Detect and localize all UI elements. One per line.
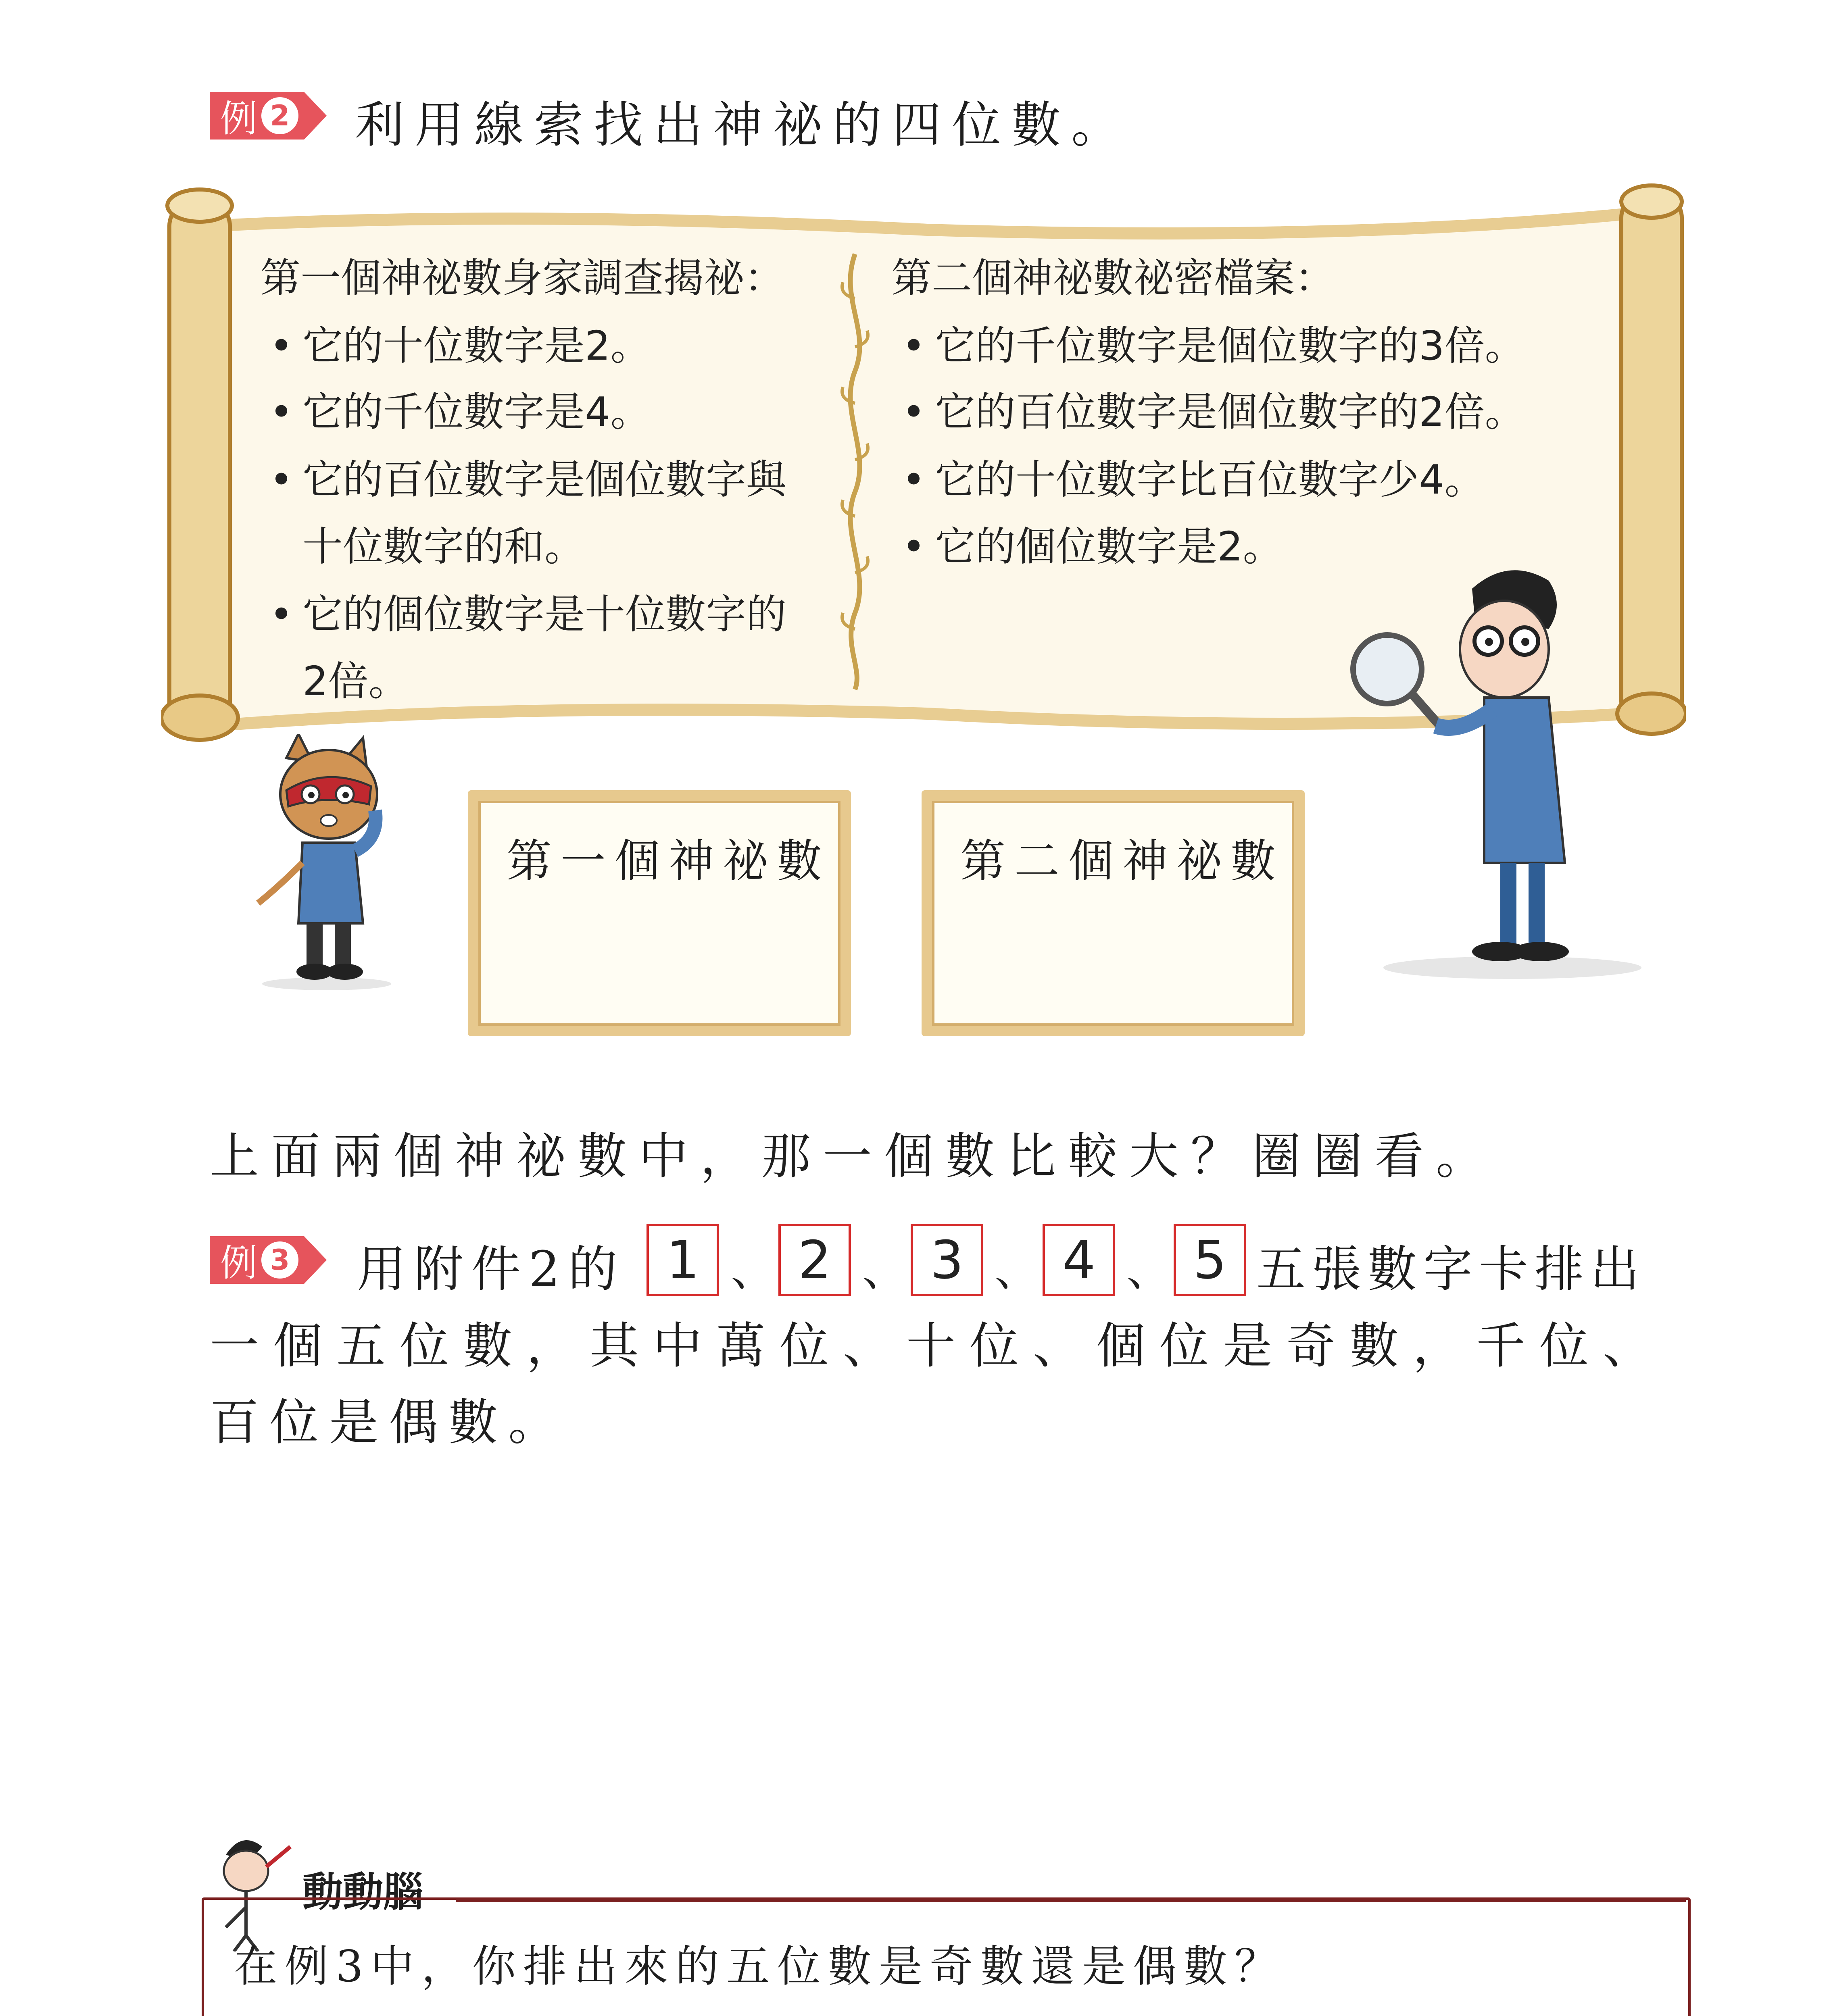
right-clues-title: 第二個神祕數祕密檔案：: [891, 254, 1335, 302]
first-answer-box[interactable]: [468, 790, 851, 1036]
right-clue-2: • 它的百位數字是個位數字的2倍。: [902, 388, 1525, 435]
left-clue-2: • 它的千位數字是4。: [269, 388, 651, 435]
first-answer-label: 第一個神祕數: [507, 835, 831, 887]
example-3-badge: [210, 1236, 327, 1284]
badge-arrow-icon: [304, 92, 327, 140]
compare-question: 上面兩個神祕數中，那一個數比較大？圈圈看。: [210, 1128, 1497, 1185]
bullet-icon: •: [902, 388, 926, 435]
second-answer-box[interactable]: [922, 790, 1305, 1036]
bullet-icon: •: [902, 322, 926, 369]
brain-teaser-question: 在例3中，你排出來的五位數是奇數還是偶數？: [234, 1941, 1285, 1992]
bullet-icon: •: [269, 322, 293, 369]
badge-arrow-icon: [304, 1236, 327, 1284]
example-number: 3: [261, 1241, 298, 1279]
right-clue-4: • 它的個位數字是2。: [902, 523, 1283, 570]
left-clues-title: 第一個神祕數身家調查揭祕：: [260, 254, 784, 302]
separator: 、: [862, 1244, 907, 1296]
bullet-icon: •: [269, 591, 293, 638]
example-3-suffix: 五張數字卡排出: [1256, 1241, 1646, 1298]
example-2-badge: [210, 92, 327, 140]
bullet-icon: •: [902, 456, 926, 503]
bullet-icon: •: [269, 388, 293, 435]
number-card-4: 4: [1043, 1224, 1115, 1296]
example-number: 2: [261, 97, 298, 134]
left-clue-3-cont: 十位數字的和。: [302, 523, 585, 570]
right-clue-3: • 它的十位數字比百位數字少4。: [902, 456, 1485, 503]
example-3-line-2: 一個五位數，其中萬位、十位、個位是奇數，千位、: [210, 1317, 1666, 1375]
bullet-icon: •: [269, 456, 293, 503]
separator: 、: [731, 1244, 775, 1296]
example-3-line-3: 百位是偶數。: [210, 1394, 568, 1451]
left-clue-4-cont: 2倍。: [302, 658, 409, 705]
bullet-icon: •: [902, 523, 926, 570]
left-clue-4: • 它的個位數字是十位數字的: [269, 591, 786, 638]
example-label: 例: [220, 1241, 258, 1285]
second-answer-label: 第二個神祕數: [960, 835, 1285, 887]
left-clue-3: • 它的百位數字是個位數字與: [269, 456, 786, 503]
example-2-title: 利用線索找出神祕的四位數。: [355, 96, 1131, 154]
cat-character-illustration: [242, 734, 411, 992]
number-card-3: 3: [911, 1224, 983, 1296]
brain-teaser-title: 動動腦: [302, 1868, 423, 1916]
separator: 、: [1126, 1244, 1171, 1296]
separator: 、: [995, 1244, 1039, 1296]
number-card-1: 1: [647, 1224, 719, 1296]
left-clue-1: • 它的十位數字是2。: [269, 322, 651, 369]
number-card-2: 2: [778, 1224, 851, 1296]
example-label: 例: [220, 97, 258, 140]
detective-character-illustration: [1339, 556, 1645, 984]
example-3-prefix: 用附件2的: [357, 1241, 626, 1298]
number-card-5: 5: [1174, 1224, 1246, 1296]
right-clue-1: • 它的千位數字是個位數字的3倍。: [902, 322, 1525, 369]
